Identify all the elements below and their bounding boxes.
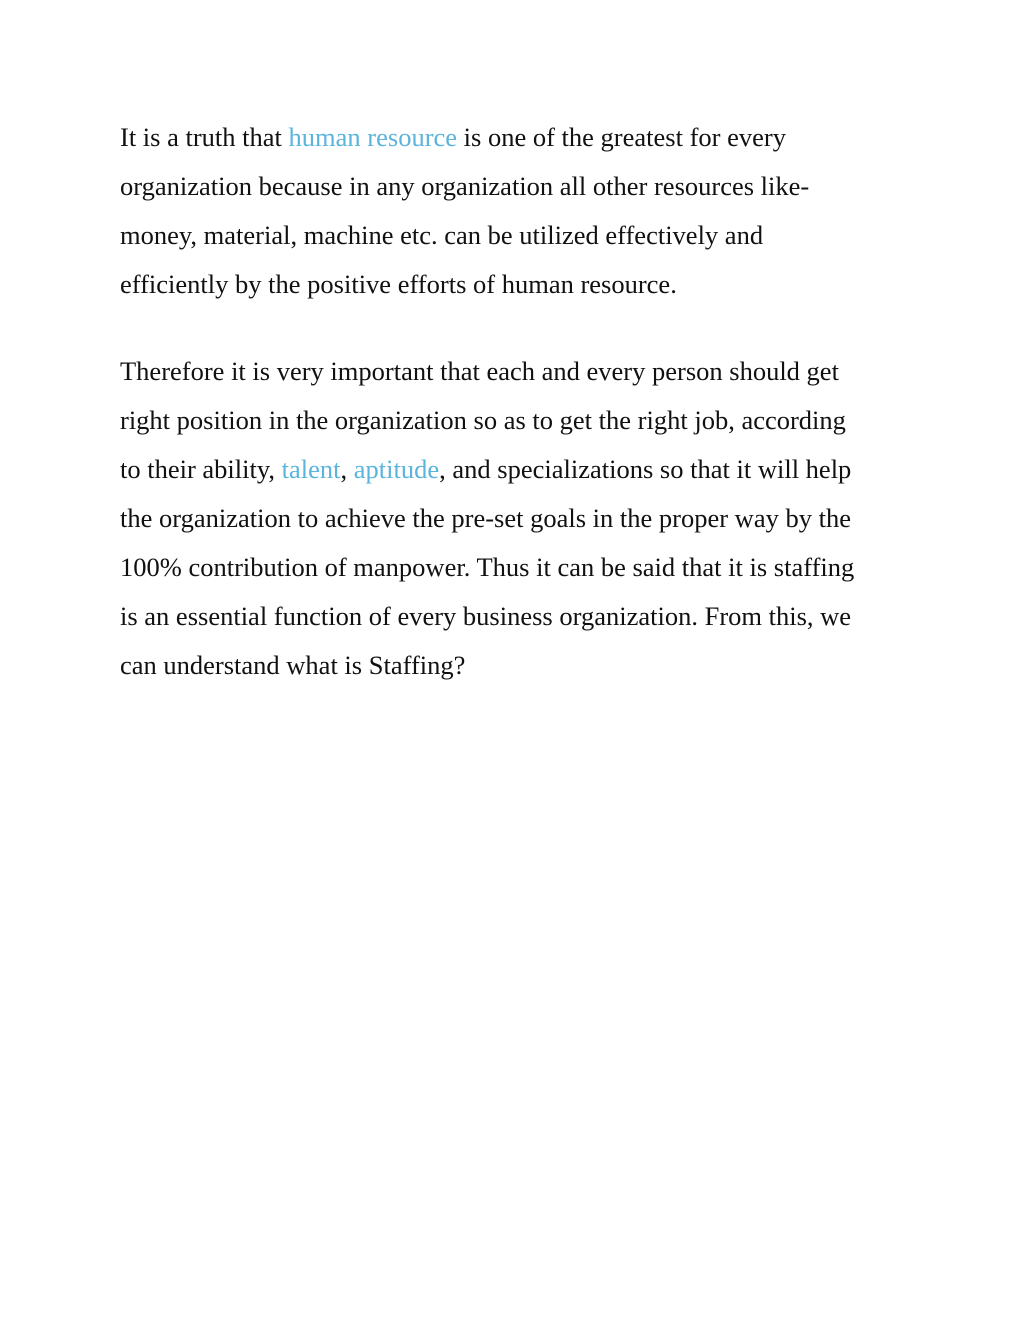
paragraph-2-line-6: is an essential function of every business organization. From this, we (120, 601, 852, 631)
paragraph-1-line-3: money, material, machine etc. can be utilized effectively and (120, 220, 764, 250)
document-body (120, 113, 900, 690)
link-human-resource[interactable]: human resource (288, 122, 458, 152)
paragraph-spacer (120, 309, 900, 347)
paragraph-1-line-1 (120, 113, 900, 162)
paragraph-2-line-7: can understand what is Staffing? (120, 650, 466, 680)
paragraph-1-line-4: efficiently by the positive efforts of human resource. (120, 269, 677, 299)
paragraph-2-line-2: right position in the organization so as to get the right job, according (120, 405, 846, 435)
text-segment: It is a truth that (120, 122, 289, 152)
paragraph-1 (120, 113, 900, 309)
paragraph-2-line-5: 100% contribution of manpower. Thus it can be said that it is staffing (120, 552, 855, 582)
paragraph-2-line-3 (120, 445, 900, 494)
link-aptitude[interactable]: aptitude (353, 454, 440, 484)
paragraph-2-line-1: Therefore it is very important that each and every person should get (120, 356, 839, 386)
text-segment: , (340, 454, 354, 484)
text-segment: , and specializations so that it will help (439, 454, 852, 484)
paragraph-2 (120, 347, 900, 690)
text-segment: to their ability, (120, 454, 282, 484)
link-talent[interactable]: talent (281, 454, 341, 484)
text-segment: is one of the greatest for every (457, 122, 786, 152)
paragraph-1-line-2: organization because in any organization all other resources like- (120, 171, 810, 201)
paragraph-2-line-4: the organization to achieve the pre-set goals in the proper way by the (120, 503, 851, 533)
